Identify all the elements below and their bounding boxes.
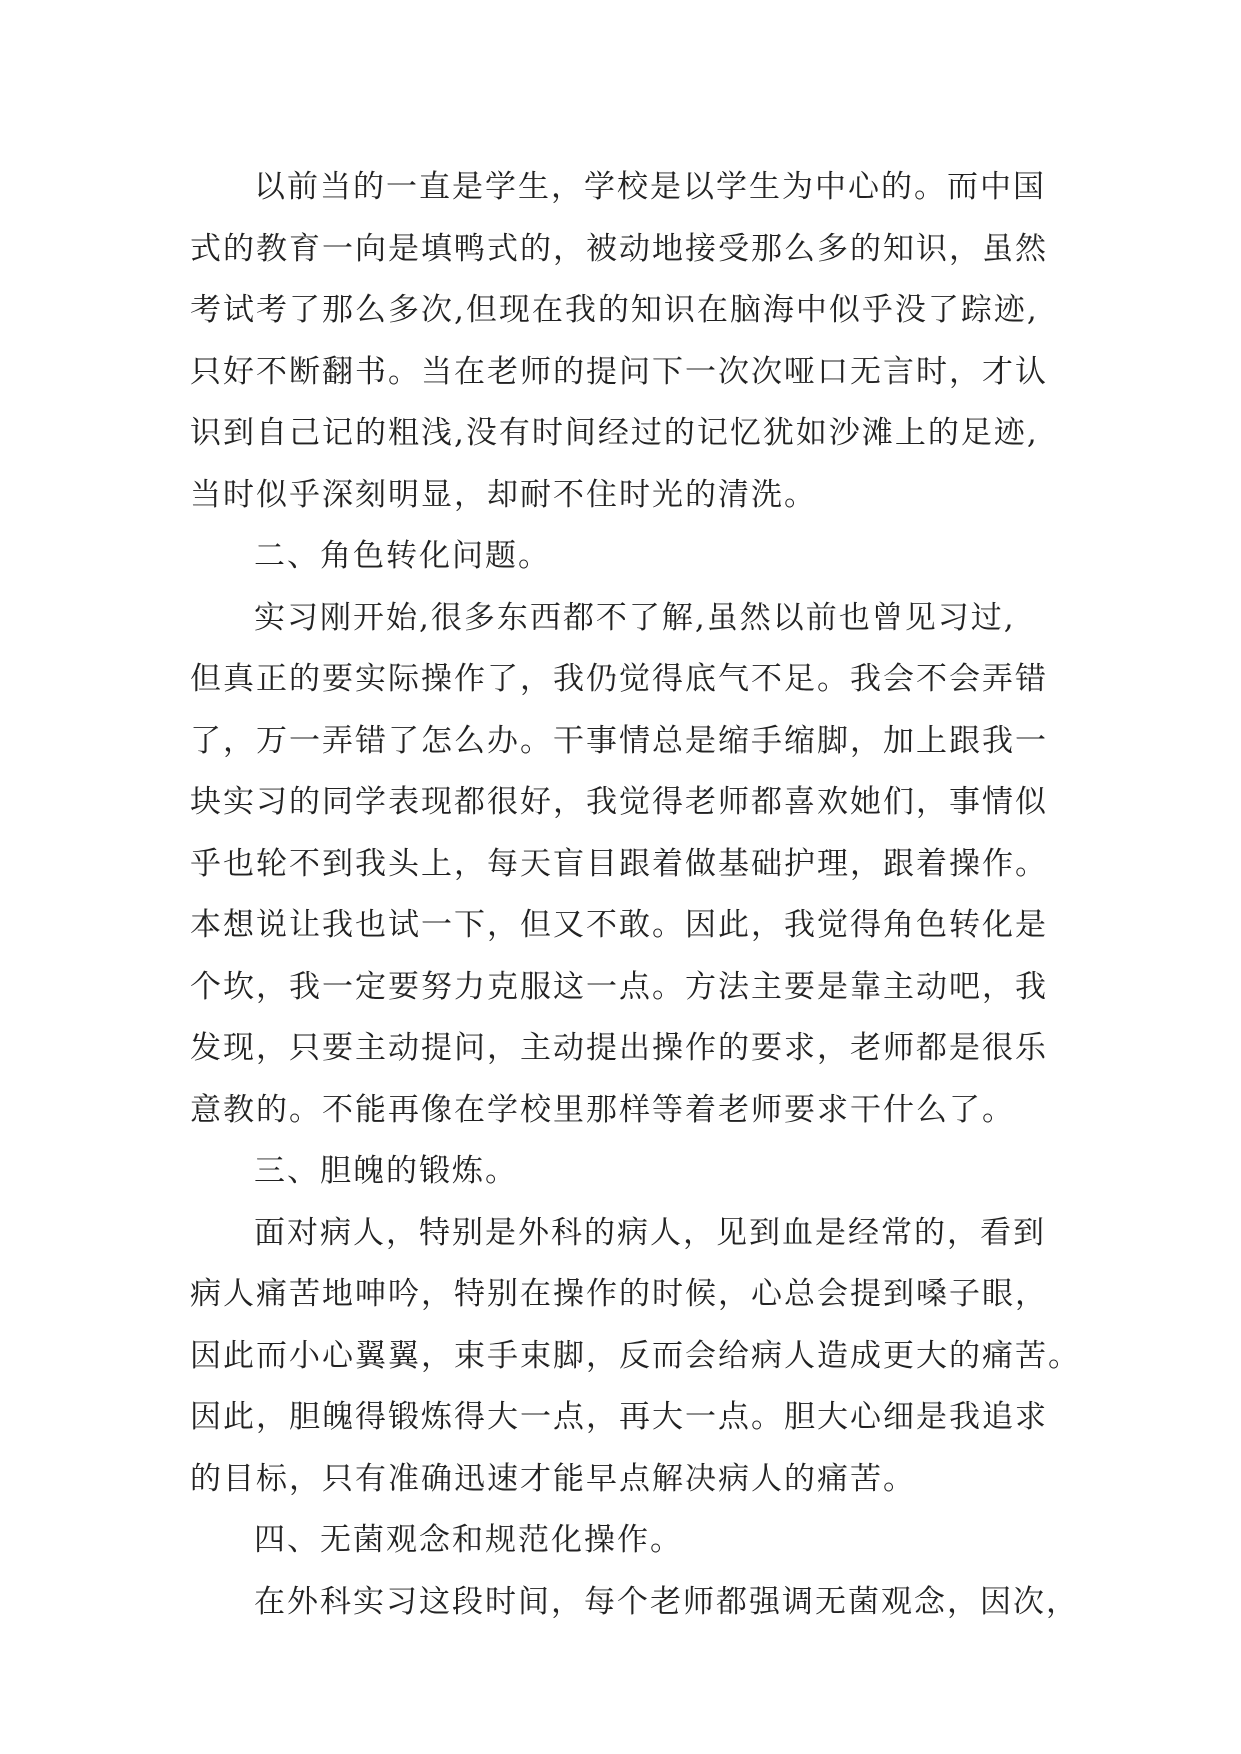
text-line: 实习刚开始,很多东西都不了解,虽然以前也曾见习过,: [254, 599, 1016, 636]
text-line: 个坎，我一定要努力克服这一点。方法主要是靠主动吧，我: [190, 968, 1048, 1005]
text-line: 识到自己记的粗浅,没有时间经过的记忆犹如沙滩上的足迹,: [190, 415, 1039, 451]
text-line: 块实习的同学表现都很好，我觉得老师都喜欢她们，事情似: [190, 784, 1048, 820]
text-line: 乎也轮不到我头上，每天盲目跟着做基础护理，跟着操作。: [190, 845, 1048, 882]
text-line: 病人痛苦地呻吟，特别在操作的时候，心总会提到嗓子眼，: [190, 1276, 1048, 1312]
section-heading: 四、无菌观念和规范化操作。: [254, 1522, 683, 1558]
text-line: 意教的。不能再像在学校里那样等着老师要求干什么了。: [190, 1091, 1015, 1128]
text-line: 因此而小心翼翼，束手束脚，反而会给病人造成更大的痛苦。: [190, 1337, 1081, 1374]
text-line: 考试考了那么多次,但现在我的知识在脑海中似乎没了踪迹,: [190, 292, 1039, 328]
text-line: 的目标，只有准确迅速才能早点解决病人的痛苦。: [190, 1460, 916, 1497]
text-line: 本想说让我也试一下，但又不敢。因此，我觉得角色转化是: [190, 907, 1048, 943]
text-line: 以前当的一直是学生，学校是以学生为中心的。而中国: [254, 169, 1046, 205]
section-heading: 二、角色转化问题。: [254, 538, 551, 574]
text-line: 只好不断翻书。当在老师的提问下一次次哑口无言时，才认: [190, 353, 1048, 390]
text-line: 了，万一弄错了怎么办。干事情总是缩手缩脚，加上跟我一: [190, 722, 1048, 759]
document-body: [190, 157, 1090, 1633]
text-line: 在外科实习这段时间，每个老师都强调无菌观念，因次，: [254, 1583, 1079, 1620]
text-line: 因此，胆魄得锻炼得大一点，再大一点。胆大心细是我追求: [190, 1399, 1048, 1435]
text-line: 发现，只要主动提问，主动提出操作的要求，老师都是很乐: [190, 1030, 1048, 1066]
section-heading: 三、胆魄的锻炼。: [254, 1153, 518, 1189]
text-line: 面对病人，特别是外科的病人，见到血是经常的，看到: [254, 1214, 1046, 1251]
text-line: 但真正的要实际操作了，我仍觉得底气不足。我会不会弄错: [190, 661, 1048, 697]
text-line: 式的教育一向是填鸭式的，被动地接受那么多的知识，虽然: [190, 230, 1048, 267]
text-line: 当时似乎深刻明显，却耐不住时光的清洗。: [190, 476, 817, 513]
